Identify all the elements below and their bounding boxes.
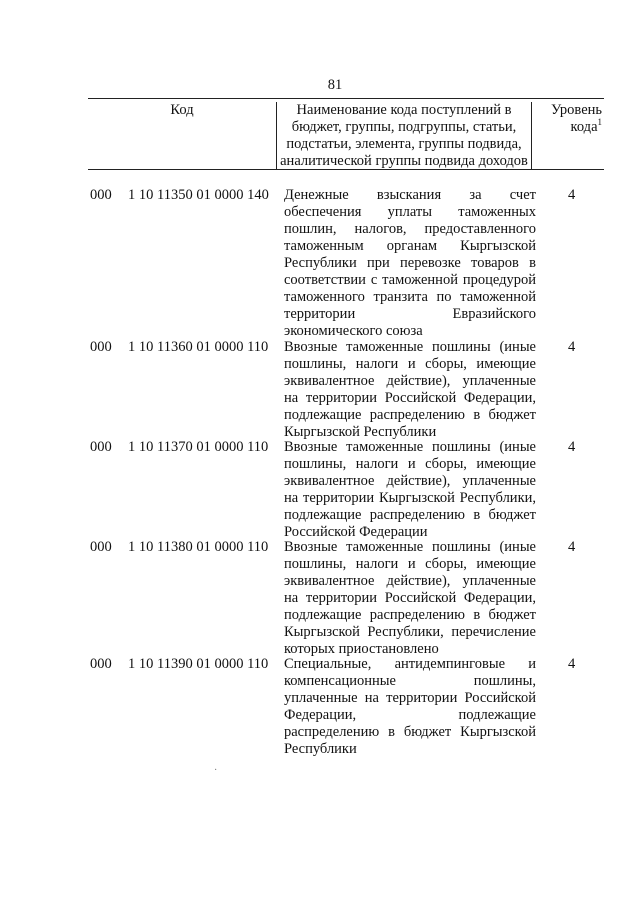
row-code: 1 10 11360 01 0000 110 — [128, 339, 269, 355]
row-admin-code: 000 — [90, 656, 112, 672]
row-name: Ввозные таможенные пошлины (иные пошлины, налоги и сборы, имеющие эквивалентное действие), уплаченные на территории Кыргызской Республики, подлежащие распределению в бюджет Российской Федерации — [284, 439, 536, 540]
row-name: Денежные взыскания за счет обеспечения уплаты таможенных пошлин, налогов, предоставленного таможенным органам Кыргызской Республики при перевозке товаров в соответствии с таможенной процедурой таможенного транзита по таможенной территории Евразийского экономического союза — [284, 187, 536, 339]
row-level: 4 — [568, 656, 576, 672]
header-level-footnote: 1 — [597, 117, 602, 128]
row-level: 4 — [568, 539, 576, 555]
row-code: 1 10 11350 01 0000 140 — [128, 187, 269, 203]
header-level-label: Уровень код — [550, 102, 602, 135]
row-level: 4 — [568, 339, 576, 355]
scan-speck: · — [214, 765, 218, 776]
row-name: Ввозные таможенные пошлины (иные пошлины, налоги и сборы, имеющие эквивалентное действие), уплаченные на территории Российской Федерации, подлежащие распределению в бюджет Кыргызской Республики — [284, 339, 536, 440]
row-code: 1 10 11380 01 0000 110 — [128, 539, 269, 555]
row-admin-code: 000 — [90, 439, 112, 455]
row-name: Специальные, антидемпинговые и компенсационные пошлины, уплаченные на территории Российской Федерации, подлежащие распределению в бюджет Кыргызской Республики — [284, 656, 536, 757]
header-level — [532, 102, 604, 136]
header-level-suffix: а — [591, 119, 598, 135]
header-code: Код — [170, 102, 194, 118]
row-admin-code: 000 — [90, 339, 112, 355]
row-code: 1 10 11390 01 0000 110 — [128, 656, 269, 672]
row-admin-code: 000 — [90, 539, 112, 555]
header-name: Наименование кода поступлений в бюджет, группы, подгруппы, статьи, подстатьи, элемента, группы подвида, аналитической группы подвида доходов — [276, 102, 532, 169]
page-number: 81 — [327, 77, 343, 93]
row-name: Ввозные таможенные пошлины (иные пошлины, налоги и сборы, имеющие эквивалентное действие), уплаченные на территории Российской Федерации, подлежащие распределению в бюджет Кыргызской Республики, перечисление которых приостановлено — [284, 539, 536, 657]
table-header — [88, 98, 604, 170]
row-level: 4 — [568, 187, 576, 203]
row-code: 1 10 11370 01 0000 110 — [128, 439, 269, 455]
row-admin-code: 000 — [90, 187, 112, 203]
row-level: 4 — [568, 439, 576, 455]
